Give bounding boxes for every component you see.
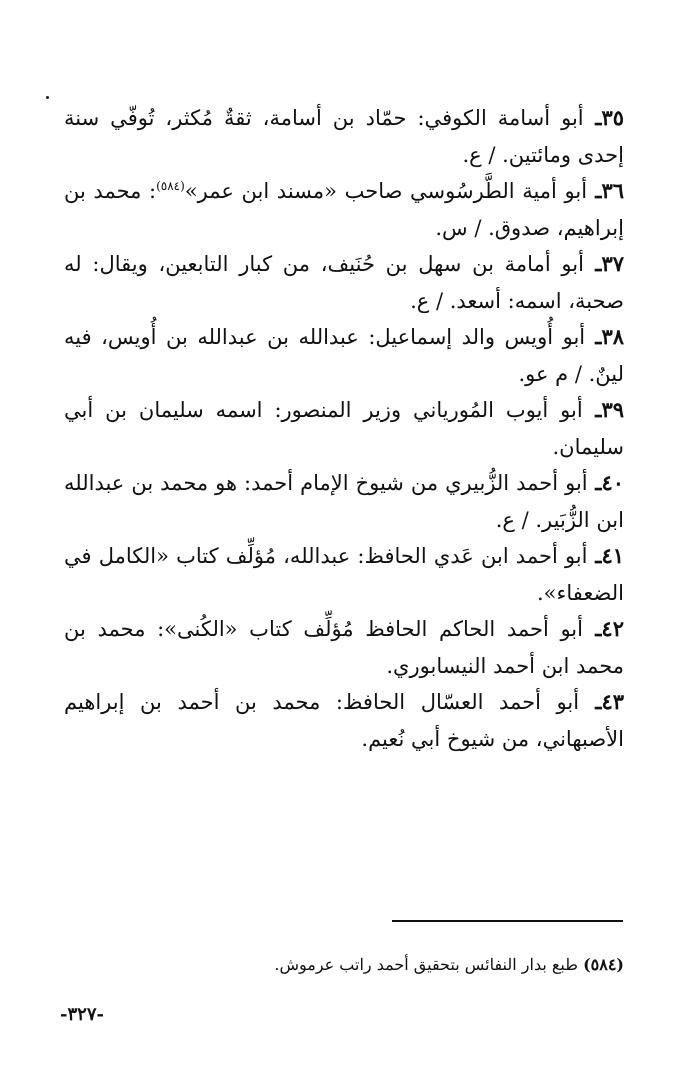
- entry-dash: ـ: [587, 543, 602, 568]
- stray-dot: [46, 96, 49, 99]
- entry-body: أبو أحمد ابن عَدي الحافظ: عبدالله، مُؤلِّف كتاب «الكامل في الضعفاء».: [64, 544, 624, 605]
- entry-dash: ـ: [585, 324, 602, 349]
- entry-dash: ـ: [587, 470, 602, 495]
- footnote-reference: (٥٨٤): [156, 179, 185, 193]
- entry-40: [64, 465, 624, 538]
- entry-43: [64, 684, 624, 757]
- entry-number: ٣٥: [601, 105, 624, 130]
- entry-body: أبو أيوب المُورياني وزير المنصور: اسمه سليمان بن أبي سليمان.: [64, 398, 624, 459]
- entry-dash: ـ: [582, 616, 602, 641]
- entry-dash: ـ: [583, 105, 602, 130]
- entry-body: أبو أسامة الكوفي: حمّاد بن أسامة، ثقةٌ مُكثر، تُوفّي سنة إحدى ومائتين. / ع.: [64, 106, 624, 167]
- entry-number: ٣٩: [601, 397, 624, 422]
- entry-body: أبو أمامة بن سهل بن حُنَيف، من كبار التابعين، ويقال: له صحبة، اسمه: أسعد. / ع.: [64, 252, 624, 313]
- footnote: [64, 952, 624, 978]
- entry-body: أبو أحمد الحاكم الحافظ مُؤلِّف كتاب «الكُنى»: محمد بن محمد ابن أحمد النيسابوري.: [64, 617, 624, 678]
- entry-number: ٣٦: [601, 178, 624, 203]
- footnote-number: (٥٨٤): [583, 955, 624, 974]
- entry-body: أبو أُويس والد إسماعيل: عبدالله بن عبدالله بن أُويس، فيه لينٌ. / م عو.: [64, 325, 624, 386]
- entry-42: [64, 611, 624, 684]
- entry-dash: ـ: [582, 397, 602, 422]
- entry-number: ٣٨: [601, 324, 625, 349]
- entry-number: ٤٠: [601, 470, 624, 495]
- entry-number: ٤٣: [601, 689, 624, 714]
- footnote-divider: [392, 920, 623, 922]
- page-number: -٣٢٧-: [60, 1004, 104, 1025]
- entry-number: ٣٧: [601, 251, 624, 276]
- entry-dash: ـ: [579, 689, 602, 714]
- entries-list: [64, 100, 624, 757]
- entry-dash: ـ: [583, 251, 602, 276]
- entry-41: [64, 538, 624, 611]
- entry-37: [64, 246, 624, 319]
- entry-dash: ـ: [587, 178, 602, 203]
- entry-number: ٤١: [601, 543, 624, 568]
- entry-36: [64, 173, 624, 246]
- entry-39: [64, 392, 624, 465]
- footnote-text: طبع بدار النفائس بتحقيق أحمد راتب عرموش.: [274, 955, 578, 974]
- entry-number: ٤٢: [601, 616, 624, 641]
- entry-body-continued: : محمد بن إبراهيم، صدوق. / س.: [64, 179, 624, 240]
- entry-body: أبو أحمد العسّال الحافظ: محمد بن أحمد بن إبراهيم الأصبهاني، من شيوخ أبي نُعيم.: [64, 690, 624, 751]
- entry-38: [64, 319, 624, 392]
- entry-body: أبو أمية الطَّرسُوسي صاحب «مسند ابن عمر»: [184, 179, 588, 203]
- entry-body: أبو أحمد الزُّبيري من شيوخ الإمام أحمد: هو محمد بن عبدالله ابن الزُّبَير. / ع.: [64, 471, 624, 532]
- entry-35: [64, 100, 624, 173]
